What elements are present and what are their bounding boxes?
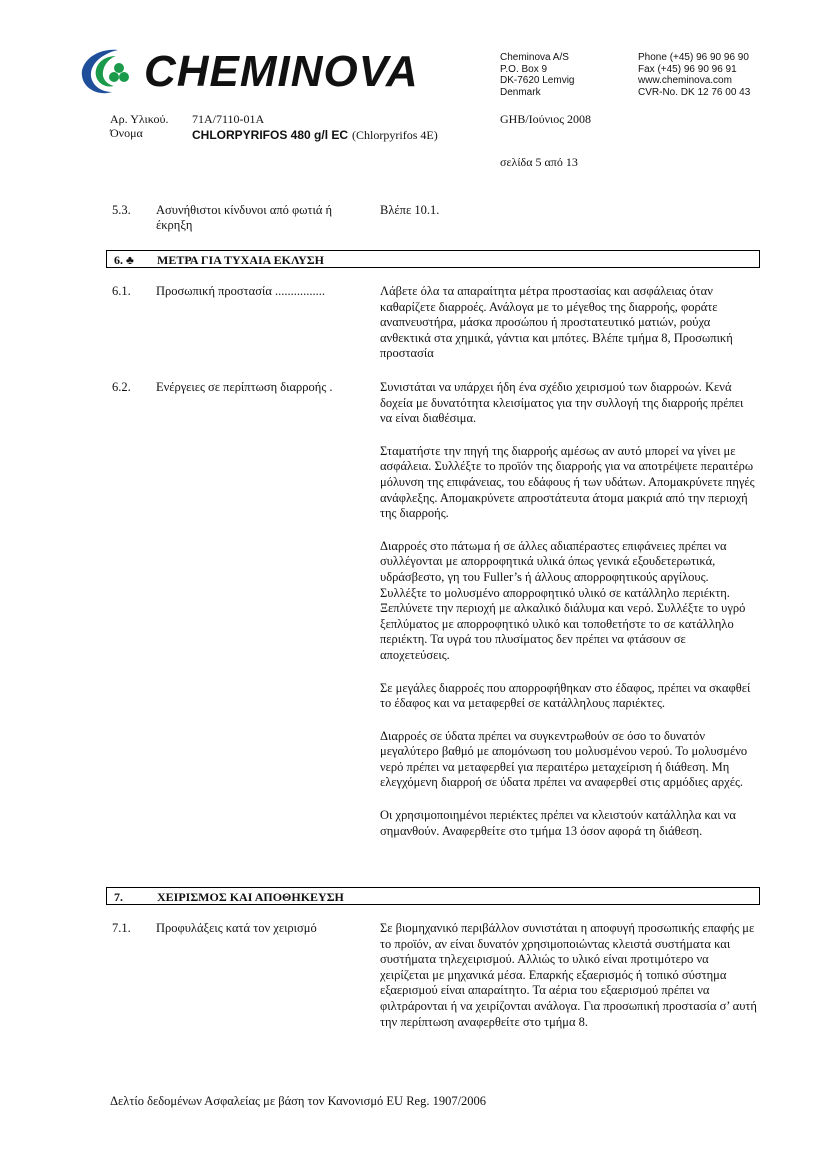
section-7-1-text: Σε βιομηχανικό περιβάλλον συνιστάται η αποφυγή προσωπικής επαφής με το προϊόν, αν είναι δυνατόν χρησιμοποιώντας κλειστά συστήματα και συστήματα τηλεχειρισμού. Αλλιώς το υλικό είναι προτιμότερο να χειρίζεται με μηχανικά μέσα. Επαρκής εξαερισμός ή τοπικό σύστημα εξαερισμού είναι απαραίτητο. Τα αέρια του εξαερισμού πρέπει να φιλτράρονται ή να χειρίζονται ανάλογα. Για προσωπική προστασία σ’ αυτή την περίπτωση αναφερθείτε στο τμήμα 8. [380,921,757,1029]
section-7-1-number: 7.1. [112,921,131,935]
address-line: DK-7620 Lemvig [500,75,575,86]
section-6-1-number: 6.1. [112,284,131,298]
product-name-label: Όνομα [110,126,143,140]
section-7-number: 7. [114,890,123,904]
paragraph: Διαρροές σε ύδατα πρέπει να συγκεντρωθούν σε όσο το δυνατόν μεγαλύτερο βαθμό με απομόνωση του μολυσμένου νερού. Το μολυσμένο νερό πρέπει να μεταφερθεί για περαιτέρω μεταχείριση ή διάθεση. Μη ελεγχόμενη διαρροή σε ύδατα πρέπει να αναφερθεί στις αρμόδιες αρχές. [380,728,748,790]
paragraph: Οι χρησιμοποιημένοι περιέκτες πρέπει να κλειστούν κατάλληλα και να σημανθούν. Αναφερθείτε στο τμήμα 13 όσον αφορά τη διάθεση. [380,808,736,838]
cvr-line: CVR-No. DK 12 76 00 43 [638,86,751,98]
section-7-title: ΧΕΙΡΙΣΜΟΣ ΚΑΙ ΑΠΟΘΗΚΕΥΣΗ [157,890,344,904]
section-7-1-label: Προφυλάξεις κατά τον χειρισμό [156,921,317,935]
product-name-alt: (Chlorpyrifos 4E) [352,128,438,142]
brand-name: CHEMINOVA [144,47,419,96]
address-line: Cheminova A/S [500,52,569,63]
section-6-title: ΜΕΤΡΑ ΓΙΑ ΤΥΧΑΙΑ ΕΚΛΥΣΗ [157,253,324,267]
paragraph: Διαρροές στο πάτωμα ή σε άλλες αδιαπέραστες επιφάνειες πρέπει να συλλέγονται με απορροφητικά υλικά όπως γενικά εξουδετερωτικά, υδράσβεστο, γη του Fuller’s ή άλλους απορροφητικούς αργίλους. Συλλέξτε το μολυσμένο απορροφητικό υλικό σε κατάλληλο περιέκτη. Ξεπλύνετε την περιοχή με αλκαλικό διάλυμα και νερό. Συλλέξτε το υγρό ξεπλύματος με απορροφητικό υλικό και τοποθετήστε το σε κατάλληλο περιέκτη. Τα υγρά του πλυσίματος δεν πρέπει να φτάσουν σε αποχετεύσεις. [380,538,746,662]
company-address [500,52,574,98]
address-line: Denmark [500,86,541,98]
section-7-header [106,887,760,905]
section-5-3-text: Βλέπε 10.1. [380,203,440,217]
page-number: σελίδα 5 από 13 [500,155,578,169]
section-6-1-label: Προσωπική προστασία ................ [156,284,326,298]
section-5-3-label: Ασυνήθιστοι κίνδυνοι από φωτιά ή έκρηξη [156,203,333,232]
product-name [192,126,438,144]
section-6-2-label: Ενέργειες σε περίπτωση διαρροής . [156,380,333,394]
material-number-label: Αρ. Υλικού. [110,112,169,126]
company-contact [638,52,750,98]
section-6-2-number: 6.2. [112,380,131,394]
fax-line: Fax (+45) 96 90 96 91 [638,63,737,75]
address-line: P.O. Box 9 [500,63,548,75]
website-line: www.cheminova.com [638,75,732,86]
section-6-number: 6. ♣ [114,253,134,267]
cheminova-logo-mark [78,46,134,98]
section-6-1-text: Λάβετε όλα τα απαραίτητα μέτρα προστασίας και ασφάλειας όταν καθαρίζετε διαρροές. Ανάλογα με το μέγεθος της διαρροής, φοράτε αναπνευστήρα, μάσκα προσώπου ή προστατευτικό ματιών, ρούχα ανθεκτικά στα χημικά, γάντια και μπότες. Βλέπε τμήμα 8, Προσωπική προστασία [380,284,733,361]
material-number-value: 71A/7110-01A [192,112,265,126]
section-6-header [106,250,760,268]
phone-line: Phone (+45) 96 90 96 90 [638,52,749,63]
paragraph: Σε μεγάλες διαρροές που απορροφήθηκαν στο έδαφος, πρέπει να σκαφθεί το έδαφος και να μεταφερθεί σε κατάλληλους παριέκτες. [380,680,751,711]
product-name-value: CHLORPYRIFOS 480 g/l EC [192,128,349,142]
section-5-3-number: 5.3. [112,203,131,217]
page-footer: Δελτίο δεδομένων Ασφαλείας με βάση τον Κανονισμό EU Reg. 1907/2006 [110,1094,487,1108]
paragraph: Συνιστάται να υπάρχει ήδη ένα σχέδιο χειρισμού των διαρροών. Κενά δοχεία με δυνατότητα κλεισίματος για την συλλογή της διαρροής πρέπει να είναι διαθέσιμα. [380,380,744,426]
document-version: GHB/Ιούνιος 2008 [500,112,592,126]
paragraph: Σταματήστε την πηγή της διαρροής αμέσως αν αυτό μπορεί να γίνει με ασφάλεια. Συλλέξτε το προϊόν της διαρροής για να αποτρέψετε περαιτέρω μόλυνση της επιφάνειας, του εδάφους ή των υδάτων. Απομακρύνετε πηγές ανάφλεξης. Απομακρύνετε απροστάτευτα άτομα μακριά από την περιοχή της διαρροής. [380,443,755,521]
section-6-2-text [380,380,758,856]
